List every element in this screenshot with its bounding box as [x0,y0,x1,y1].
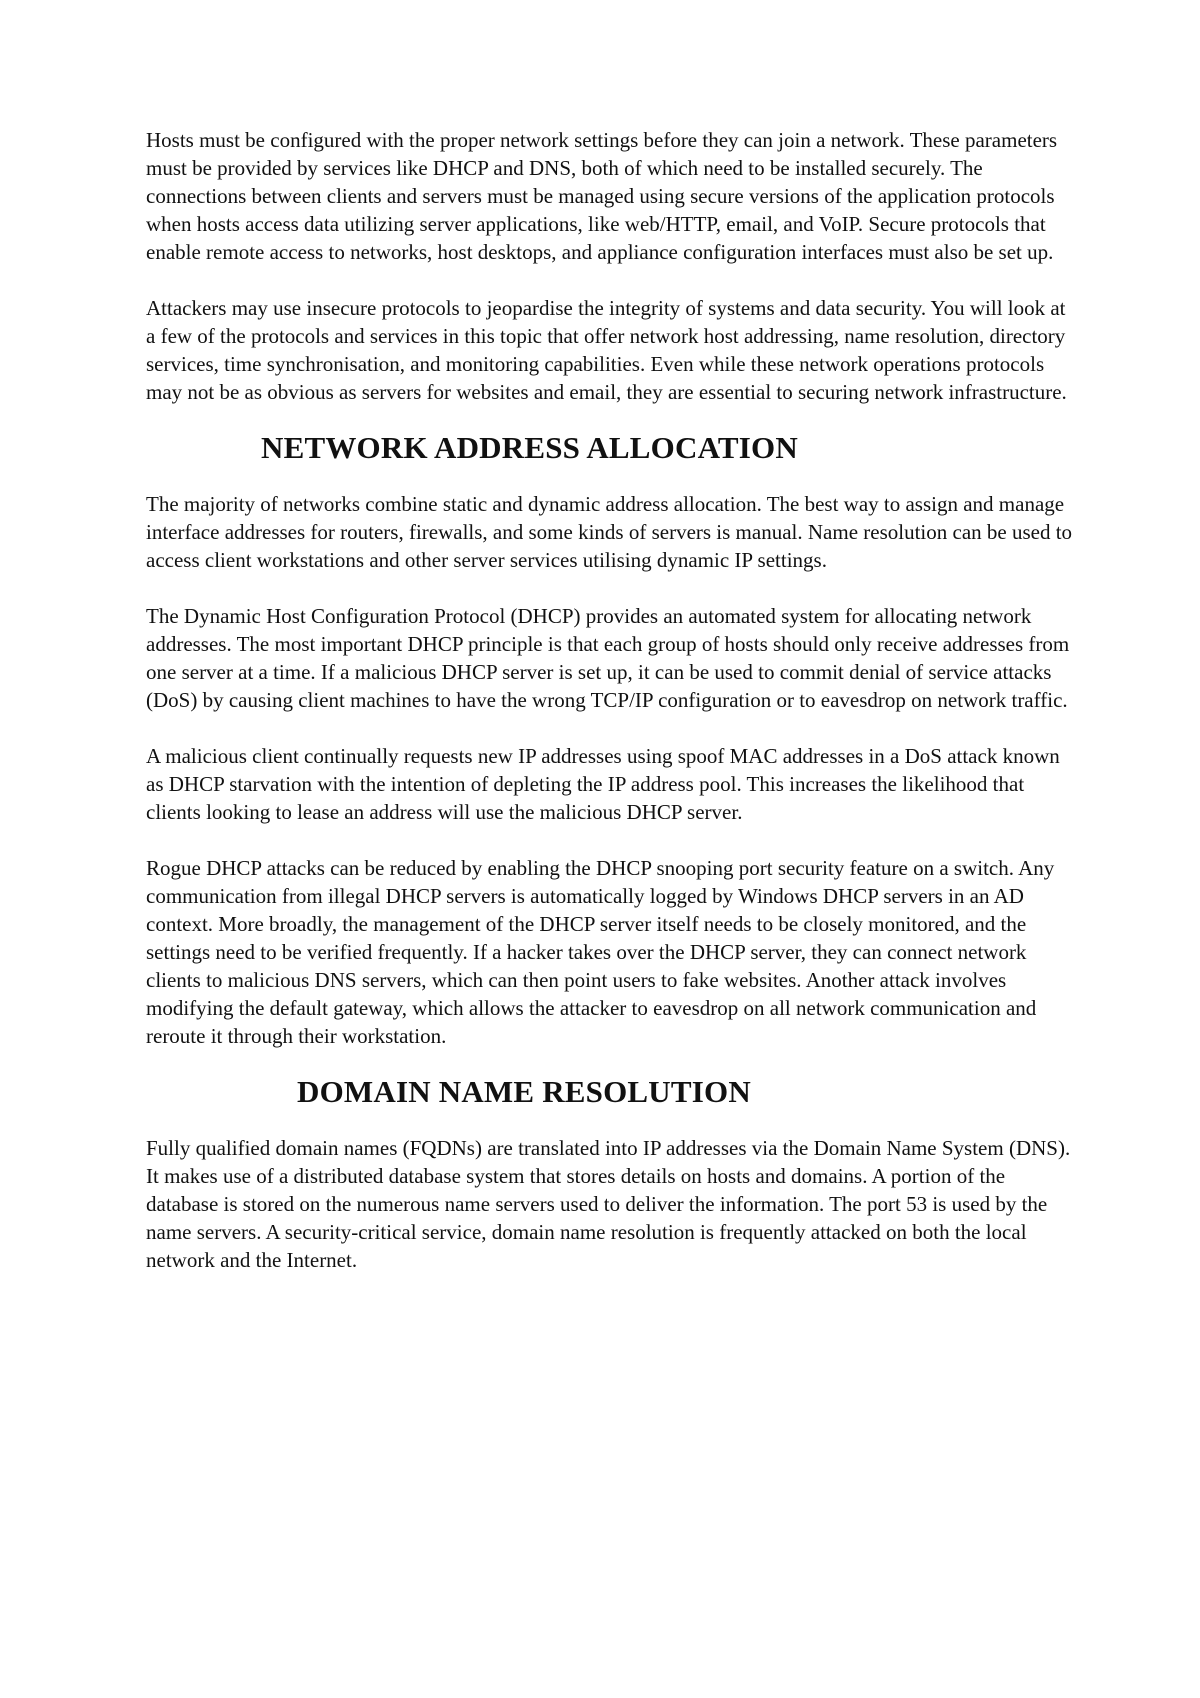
intro-paragraph-1: Hosts must be configured with the proper network settings before they can join a network. These parameters must be provided by services like DHCP and DNS, both of which need to be installed securely. The connections between clients and servers must be managed using secure versions of the application protocols when hosts access data utilizing server applications, like web/HTTP, email, and VoIP. Secure protocols that enable remote access to networks, host desktops, and appliance configuration interfaces must also be set up. [146,128,1058,264]
section1-paragraph-2: The Dynamic Host Configuration Protocol (DHCP) provides an automated system for allocating network addresses. The most important DHCP principle is that each group of hosts should only receive addresses from one server at a time. If a malicious DHCP server is set up, it can be used to commit denial of service attacks (DoS) by causing client machines to have the wrong TCP/IP configuration or to eavesdrop on network traffic. [146,604,1070,712]
document-page [146,126,1076,1302]
section-heading-domain-name-resolution: DOMAIN NAME RESOLUTION [297,1074,751,1109]
section2-paragraph-1: Fully qualified domain names (FQDNs) are translated into IP addresses via the Domain Name System (DNS). It makes use of a distributed database system that stores details on hosts and domains. A portion of the database is stored on the numerous name servers used to deliver the information. The port 53 is used by the name servers. A security-critical service, domain name resolution is frequently attacked on both the local network and the Internet. [146,1136,1071,1272]
section1-paragraph-4: Rogue DHCP attacks can be reduced by enabling the DHCP snooping port security feature on a switch. Any communication from illegal DHCP servers is automatically logged by Windows DHCP servers in an AD context. More broadly, the management of the DHCP server itself needs to be closely monitored, and the settings need to be verified frequently. If a hacker takes over the DHCP server, they can connect network clients to malicious DNS servers, which can then point users to fake websites. Another attack involves modifying the default gateway, which allows the attacker to eavesdrop on all network communication and reroute it through their workstation. [146,856,1055,1048]
section-heading-network-address-allocation: NETWORK ADDRESS ALLOCATION [261,430,798,465]
section1-paragraph-3: A malicious client continually requests new IP addresses using spoof MAC addresses in a DoS attack known as DHCP starvation with the intention of depleting the IP address pool. This increases the likelihood that clients looking to lease an address will use the malicious DHCP server. [146,744,1060,824]
intro-paragraph-2: Attackers may use insecure protocols to jeopardise the integrity of systems and data security. You will look at a few of the protocols and services in this topic that offer network host addressing, name resolution, directory services, time synchronisation, and monitoring capabilities. Even while these network operations protocols may not be as obvious as servers for websites and email, they are essential to securing network infrastructure. [146,296,1067,404]
section1-paragraph-1: The majority of networks combine static and dynamic address allocation. The best way to assign and manage interface addresses for routers, firewalls, and some kinds of servers is manual. Name resolution can be used to access client workstations and other server services utilising dynamic IP settings. [146,492,1073,572]
